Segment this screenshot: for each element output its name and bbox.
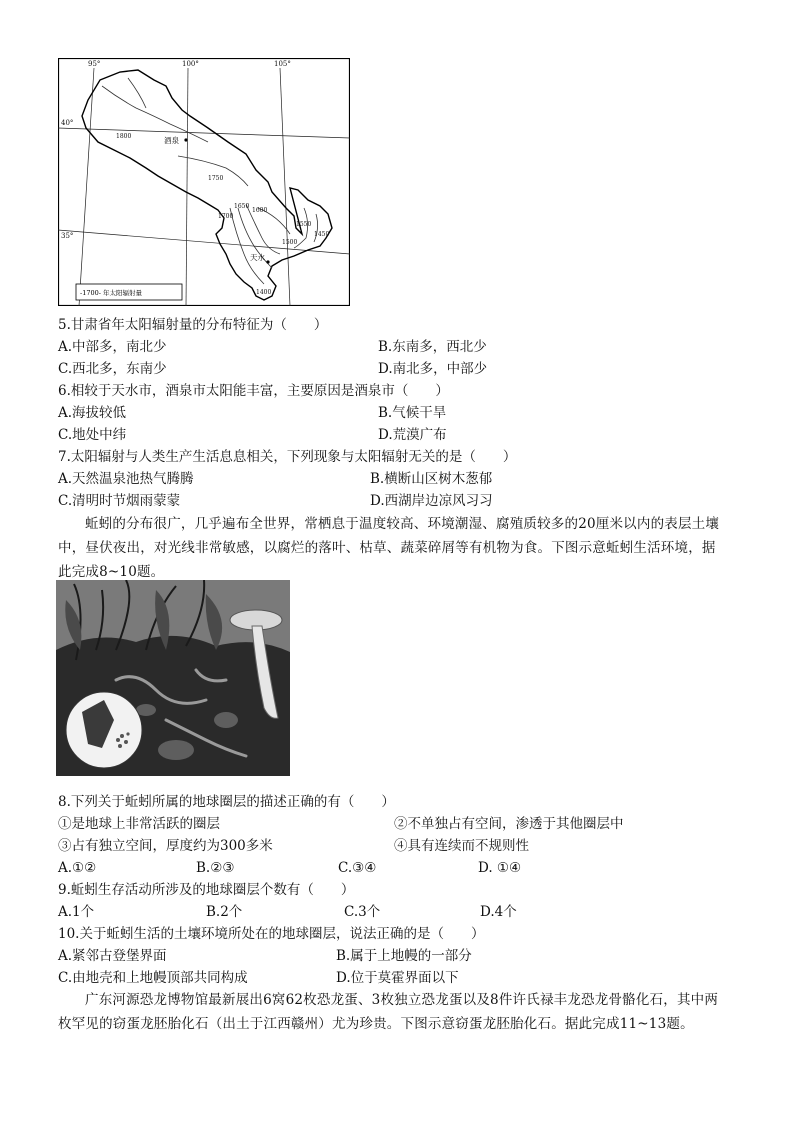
q8-option-b[interactable]: B.②③ bbox=[196, 860, 235, 876]
isoline-1600-label: 1600 bbox=[252, 207, 268, 214]
isoline-1750-label: 1750 bbox=[208, 175, 224, 182]
isoline-1550-label: 1550 bbox=[296, 221, 312, 228]
q10-option-b[interactable]: B.属于上地幔的一部分 bbox=[336, 948, 472, 964]
lat-35-label: 35° bbox=[61, 232, 74, 240]
q8-stem: 8.下列关于蚯蚓所属的地球圈层的描述正确的有（ ） bbox=[58, 794, 395, 810]
lon-100-label: 100° bbox=[182, 60, 199, 68]
q7-option-d[interactable]: D.西湖岸边凉风习习 bbox=[370, 493, 493, 509]
q7-option-c[interactable]: C.清明时节烟雨蒙蒙 bbox=[58, 493, 181, 509]
q5-option-d[interactable]: D.南北多，中部少 bbox=[378, 361, 488, 377]
q9-option-b[interactable]: B.2个 bbox=[206, 904, 243, 920]
map-legend: -1700- 年太阳辐射量 bbox=[80, 289, 143, 297]
lon-95-label: 95° bbox=[88, 60, 101, 68]
q8-option-c[interactable]: C.③④ bbox=[338, 860, 377, 876]
q5-stem: 5.甘肃省年太阳辐射量的分布特征为（ ） bbox=[58, 317, 328, 333]
q6-option-c[interactable]: C.地处中纬 bbox=[58, 427, 127, 443]
isoline-1800-label: 1800 bbox=[116, 133, 132, 140]
q7-option-b[interactable]: B.横断山区树木葱郁 bbox=[370, 471, 493, 487]
dinosaur-passage: 广东河源恐龙博物馆最新展出6窝62枚恐龙蛋、3枚独立恐龙蛋以及8件许氏禄丰龙恐龙骨骼化石，其中两枚罕见的窃蛋龙胚胎化石（出土于江西赣州）尤为珍贵。下图示意窃蛋龙胚胎化石。据此完成11~13题。 bbox=[58, 992, 719, 1032]
isoline-1650-label: 1650 bbox=[234, 203, 250, 210]
q6-option-b[interactable]: B.气候干旱 bbox=[378, 405, 447, 421]
q8-statement-2: ②不单独占有空间，渗透于其他圈层中 bbox=[394, 816, 624, 832]
q10-option-c[interactable]: C.由地壳和上地幔顶部共同构成 bbox=[58, 970, 248, 986]
isoline-1400-label: 1400 bbox=[256, 289, 272, 296]
earthworm-habitat-image bbox=[56, 580, 290, 776]
q10-option-a[interactable]: A.紧邻古登堡界面 bbox=[58, 948, 167, 964]
q5-option-c[interactable]: C.西北多，东南少 bbox=[58, 361, 167, 377]
q8-option-a[interactable]: A.①② bbox=[58, 860, 97, 876]
q9-option-c[interactable]: C.3个 bbox=[344, 904, 381, 920]
isoline-1700-label: 1700 bbox=[218, 213, 234, 220]
q8-statement-3: ③占有独立空间，厚度约为300多米 bbox=[58, 838, 273, 854]
city-jiuquan-label: 酒泉 bbox=[164, 136, 179, 145]
q6-stem: 6.相较于天水市，酒泉市太阳能丰富，主要原因是酒泉市（ ） bbox=[58, 383, 449, 399]
city-tianshui-label: 天水 bbox=[250, 253, 265, 262]
lat-40-label: 40° bbox=[61, 119, 74, 127]
q10-stem: 10.关于蚯蚓生活的土壤环境所处在的地球圈层，说法正确的是（ ） bbox=[58, 926, 485, 942]
q7-stem: 7.太阳辐射与人类生产生活息息相关，下列现象与太阳辐射无关的是（ ） bbox=[58, 449, 517, 465]
q10-option-d[interactable]: D.位于莫霍界面以下 bbox=[336, 970, 459, 986]
q5-option-a[interactable]: A.中部多，南北少 bbox=[58, 339, 167, 355]
q6-option-a[interactable]: A.海拔较低 bbox=[58, 405, 127, 421]
q9-option-d[interactable]: D.4个 bbox=[480, 904, 517, 920]
lon-105-label: 105° bbox=[274, 60, 291, 68]
earthworm-passage: 蚯蚓的分布很广，几乎遍布全世界，常栖息于温度较高、环境潮湿、腐殖质较多的20厘米以内的表层土壤中，昼伏夜出，对光线非常敏感，以腐烂的落叶、枯草、蔬菜碎屑等有机物为食。下图示意蚯蚓生活环境，据此完成8~10题。 bbox=[58, 516, 720, 580]
q9-stem: 9.蚯蚓生存活动所涉及的地球圈层个数有（ ） bbox=[58, 882, 355, 898]
q8-statement-4: ④具有连续而不规则性 bbox=[394, 838, 529, 854]
q5-option-b[interactable]: B.东南多，西北少 bbox=[378, 339, 487, 355]
isoline-1450-label: 1450 bbox=[314, 231, 330, 238]
isoline-1500-label: 1500 bbox=[282, 239, 298, 246]
q9-option-a[interactable]: A.1个 bbox=[58, 904, 95, 920]
q8-statement-1: ①是地球上非常活跃的圈层 bbox=[58, 816, 220, 832]
q6-option-d[interactable]: D.荒漠广布 bbox=[378, 427, 447, 443]
gansu-solar-radiation-map bbox=[58, 58, 350, 306]
q8-option-d[interactable]: D. ①④ bbox=[478, 860, 522, 876]
q7-option-a[interactable]: A.天然温泉池热气腾腾 bbox=[58, 471, 194, 487]
